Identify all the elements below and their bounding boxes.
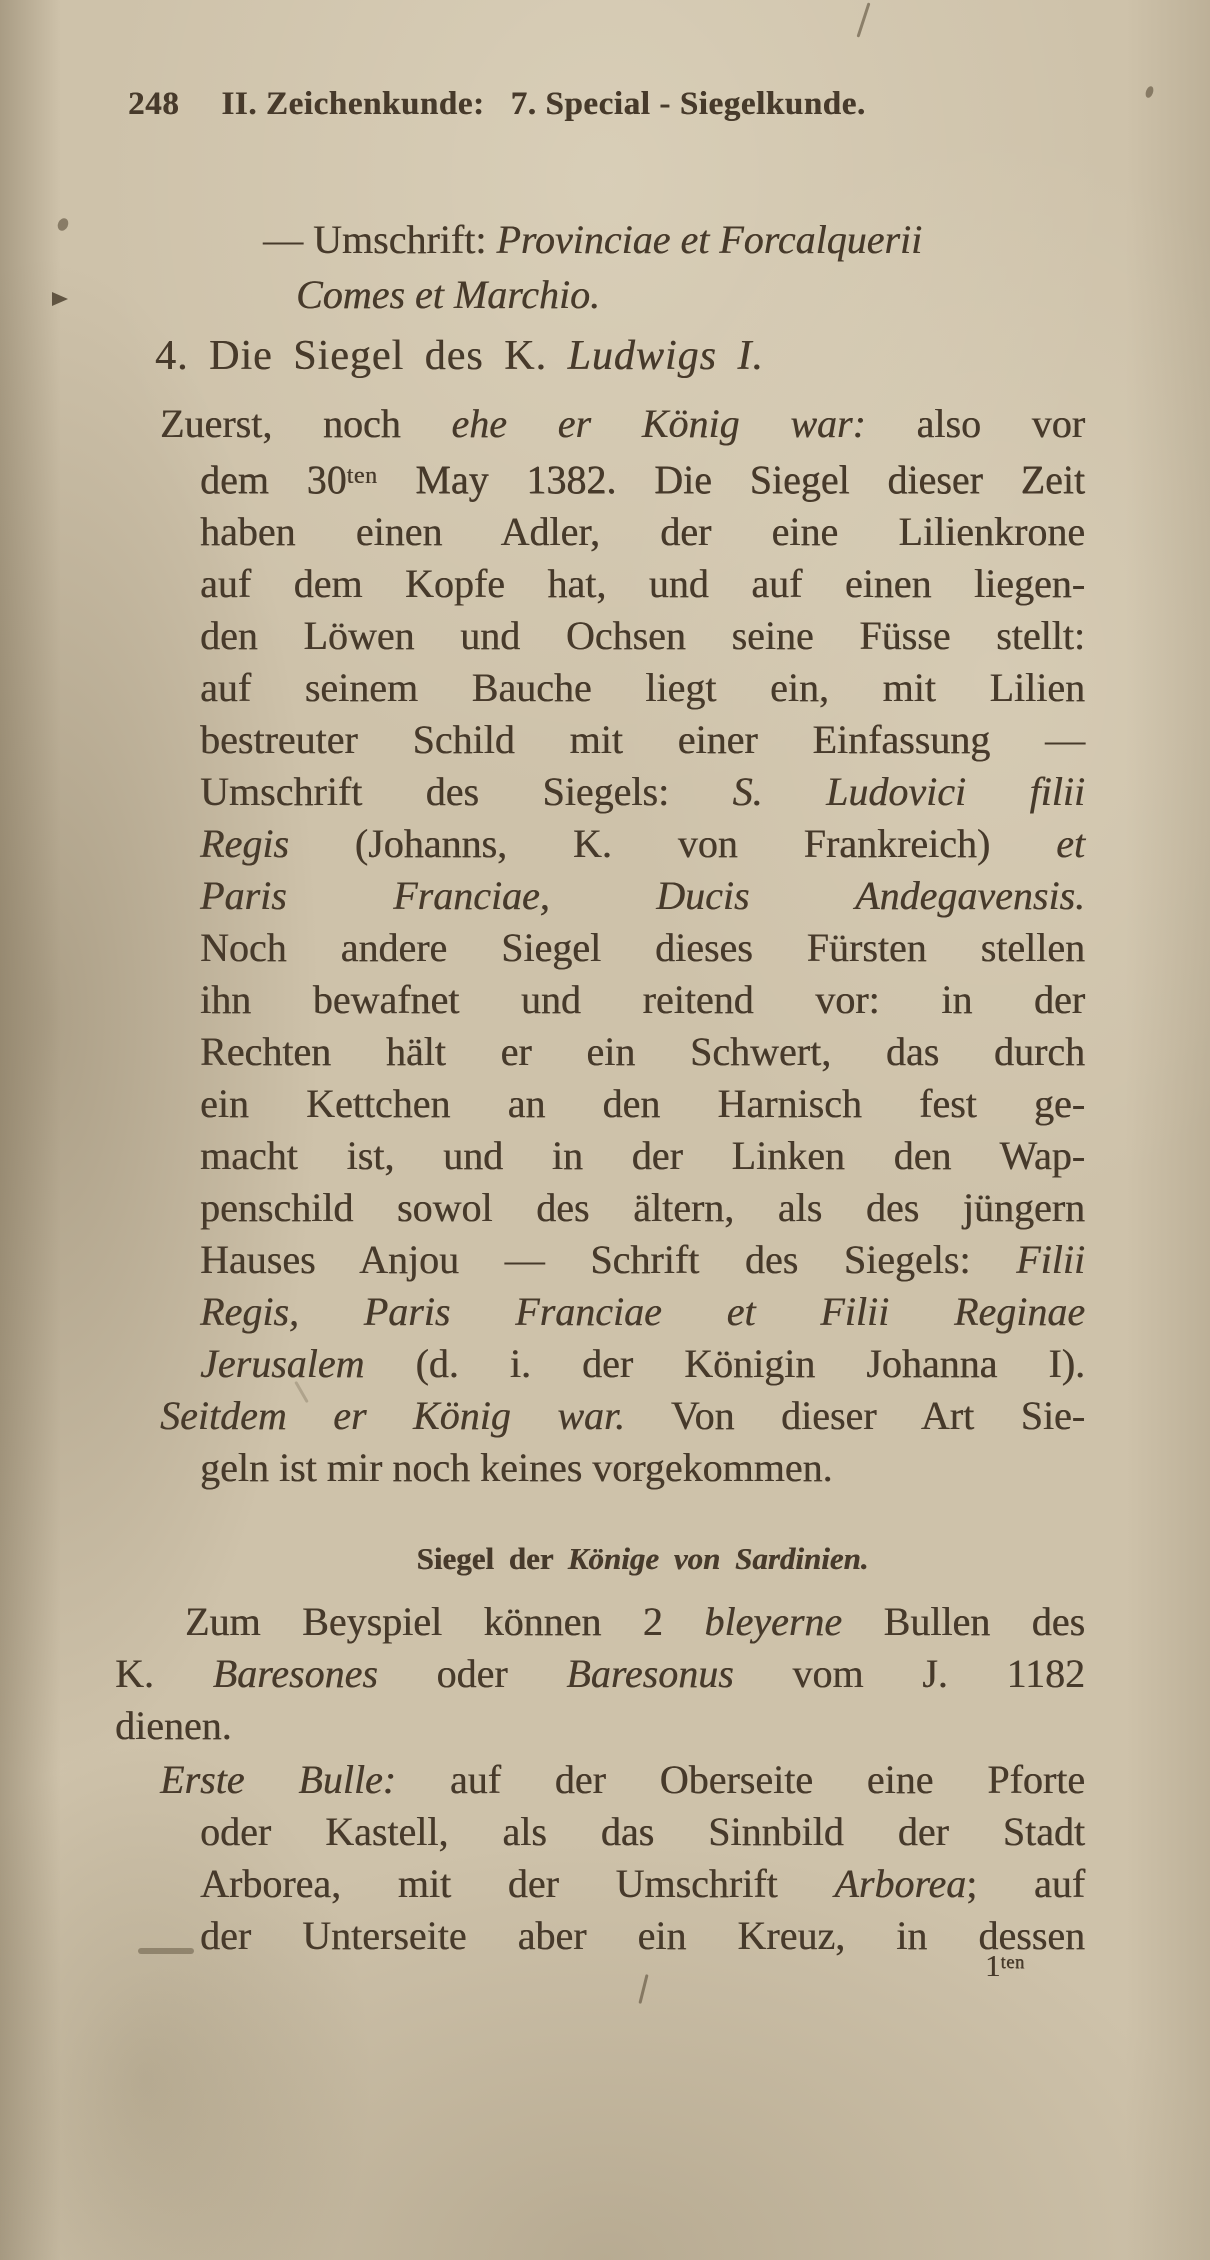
roman-text: K. (115, 1651, 213, 1696)
text-line (160, 1754, 1085, 1806)
text-line (263, 212, 1088, 267)
italic-text: Seitdem er König war. (160, 1393, 625, 1439)
italic-text: Regis (200, 821, 289, 867)
roman-text: 4. Die Siegel des K. (155, 333, 568, 379)
superscript-text: ten (1000, 1952, 1025, 1974)
text-line (200, 1182, 1085, 1234)
italic-text: Ludwigs I. (567, 333, 764, 379)
italic-text: Paris Franciae, Ducis Andegavensis. (200, 873, 1085, 919)
roman-text: (d. i. der Königin Johanna I). (364, 1341, 1085, 1387)
roman-text: ihn bewafnet und reitend vor: in der (200, 977, 1085, 1023)
roman-text: vom J. 1182 (733, 1651, 1085, 1696)
roman-text: bestreuter Schild mit einer Einfassung — (200, 717, 1085, 763)
text-line (985, 1948, 1105, 1984)
roman-text: oder (377, 1651, 567, 1696)
roman-text: auf dem Kopfe hat, und auf einen liegen- (200, 561, 1085, 607)
paragraph-erste-bulle (160, 1754, 1086, 1962)
text-line (200, 1540, 1085, 1578)
running-header-chapter: 7. Special - Siegelkunde. (510, 86, 866, 122)
paragraph-bullen-beispiel (115, 1596, 1085, 1752)
text-line (200, 558, 1085, 610)
roman-text: dem 30 (200, 457, 347, 503)
roman-text: Rechten hält er ein Schwert, das durch (200, 1029, 1085, 1075)
ink-speck (1144, 85, 1155, 99)
text-line (200, 1234, 1085, 1286)
roman-text: Zum Beyspiel können 2 (185, 1599, 705, 1644)
roman-text: auf seinem Bauche liegt ein, mit Lilien (200, 665, 1085, 711)
text-line (160, 398, 1085, 450)
text-line (200, 922, 1085, 974)
roman-text: also vor (865, 401, 1085, 446)
text-line (200, 1858, 1085, 1910)
text-line (200, 1910, 1085, 1962)
running-header-section: II. Zeichenkunde: (221, 86, 485, 122)
roman-text: dienen. (115, 1703, 232, 1748)
superscript-text: ten (346, 463, 378, 489)
text-line (155, 330, 1085, 382)
subsection-heading-sardinien (200, 1540, 1085, 1578)
italic-text: ehe er König war: (451, 401, 866, 446)
text-line (115, 1700, 1085, 1752)
italic-text: S. Ludovici filii (732, 769, 1086, 815)
ink-speck (138, 1948, 194, 1954)
text-line (200, 1338, 1085, 1390)
roman-text: Hauses Anjou — Schrift des Siegels: (200, 1237, 1017, 1283)
roman-text: — Umschrift: (263, 217, 497, 262)
text-line (200, 1078, 1085, 1130)
text-line (200, 450, 1085, 506)
roman-text: macht ist, und in der Linken den Wap- (200, 1133, 1085, 1179)
roman-text: der Unterseite aber ein Kreuz, in dessen (200, 1913, 1085, 1958)
ink-speck (638, 1974, 648, 2004)
roman-text: Von dieser Art Sie- (625, 1393, 1085, 1439)
roman-text: geln ist mir noch keines vorgekommen. (200, 1445, 833, 1491)
roman-text: Bullen des (842, 1599, 1086, 1644)
italic-text: Filii (1016, 1237, 1085, 1283)
italic-text: Provinciae et Forcalquerii (496, 217, 923, 262)
text-line (200, 714, 1085, 766)
italic-text: Regis, Paris Franciae et Filii Reginae (200, 1289, 1085, 1335)
text-line (200, 506, 1085, 558)
section-heading (155, 330, 1085, 382)
roman-text: Zuerst, noch (160, 401, 452, 446)
italic-text: Jerusalem (200, 1341, 365, 1387)
roman-text: 1 (985, 1948, 1001, 1983)
roman-text: Umschrift des Siegels: (200, 769, 733, 815)
text-line (200, 1286, 1085, 1338)
roman-text: Siegel der (416, 1541, 568, 1576)
roman-text: oder Kastell, als das Sinnbild der Stadt (200, 1809, 1085, 1854)
italic-text: Arborea (834, 1861, 967, 1906)
roman-text: (Johanns, K. von Frankreich) (288, 821, 1057, 867)
ink-speck (857, 2, 871, 37)
italic-text: Erste Bulle: (160, 1757, 397, 1802)
running-header (128, 86, 1088, 123)
italic-text: et (1056, 821, 1085, 867)
text-line (200, 1442, 1085, 1494)
roman-text: Noch andere Siegel dieses Fürsten stellen (200, 925, 1085, 971)
roman-text: den Löwen und Ochsen seine Füsse stellt: (200, 613, 1085, 659)
text-line (200, 818, 1085, 870)
roman-text: Arborea, mit der Umschrift (200, 1861, 835, 1906)
umschrift-intro-block (263, 212, 1088, 322)
catchword (985, 1948, 1105, 1984)
text-line (160, 1390, 1085, 1442)
roman-text: haben einen Adler, der eine Lilienkrone (200, 509, 1085, 555)
text-line (200, 1130, 1085, 1182)
text-line (200, 1806, 1085, 1858)
ink-speck (56, 216, 71, 232)
text-line (200, 1026, 1085, 1078)
roman-text: ; auf (966, 1861, 1086, 1906)
roman-text: ein Kettchen an den Harnisch fest ge- (200, 1081, 1085, 1127)
italic-text: Baresones (212, 1651, 378, 1696)
roman-text: penschild sowol des ältern, als des jüngern (200, 1185, 1085, 1231)
text-line (200, 974, 1085, 1026)
text-line (115, 1596, 1085, 1648)
text-line (200, 662, 1085, 714)
italic-text: bleyerne (704, 1599, 843, 1644)
roman-text: May 1382. Die Siegel dieser Zeit (377, 457, 1085, 503)
text-line (200, 766, 1085, 818)
text-line (263, 267, 1088, 322)
text-line (200, 610, 1085, 662)
italic-text: Comes et Marchio. (296, 272, 601, 317)
italic-text: Könige von Sardinien. (567, 1541, 869, 1576)
text-line (115, 1648, 1085, 1700)
text-line (200, 870, 1085, 922)
page-number: 248 (128, 86, 180, 122)
roman-text: auf der Oberseite eine Pforte (396, 1757, 1085, 1802)
ink-speck (52, 292, 68, 306)
italic-text: Baresonus (566, 1651, 734, 1696)
paragraph-ludwig-seals (160, 398, 1086, 1494)
